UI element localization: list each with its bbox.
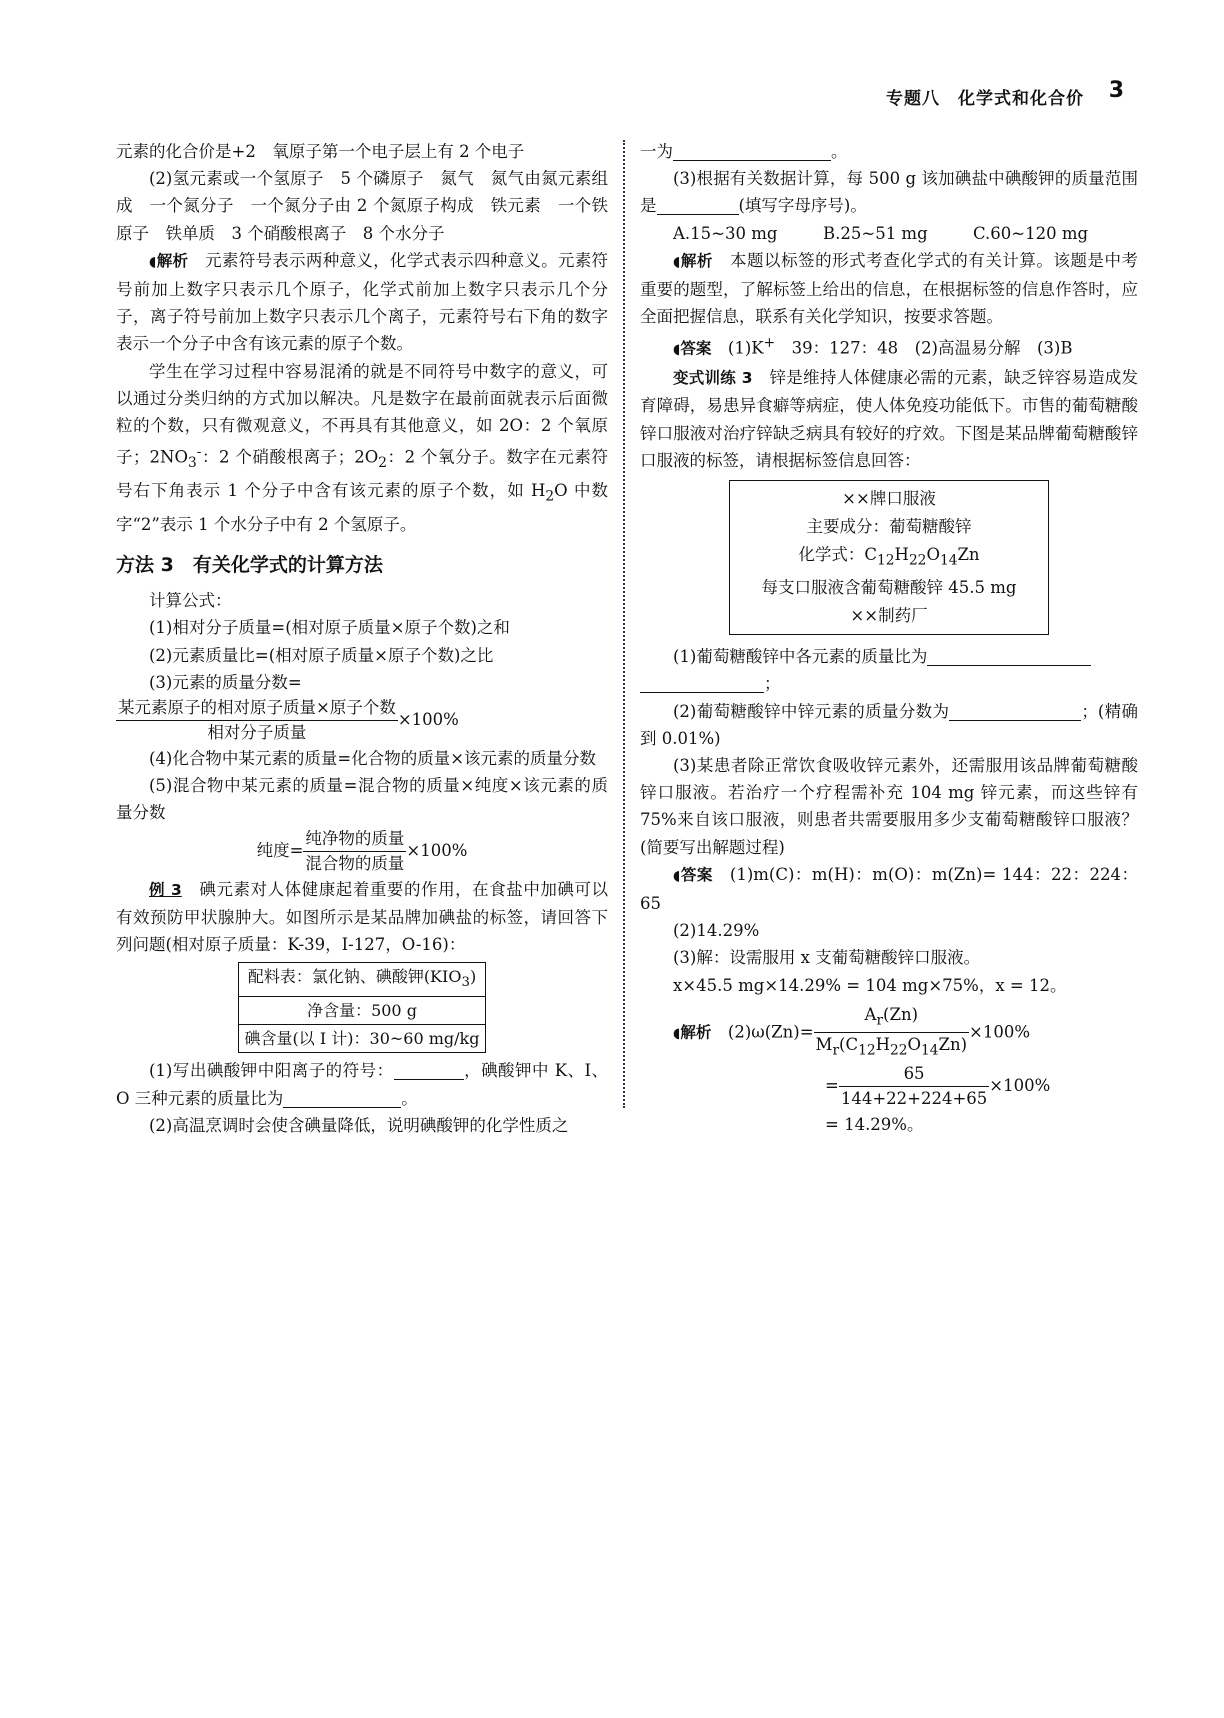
answer-blank[interactable] bbox=[657, 196, 739, 215]
page-header bbox=[0, 80, 1224, 114]
option-b: B.25~51 mg bbox=[823, 223, 928, 243]
answer-icon: ◖ bbox=[673, 341, 681, 358]
analysis-icon: ◖ bbox=[149, 253, 157, 270]
method-3-heading: 方法 3 有关化学式的计算方法 bbox=[116, 553, 383, 576]
example-3: 例 3 碘元素对人体健康起着重要的作用，在食盐中加碘可以有效预防甲状腺肿大。如图所示是某品牌加碘盐的标签，请回答下列问题(相对原子质量：K-39，I-127，O-16)： bbox=[116, 879, 609, 954]
salt-label-table bbox=[116, 962, 608, 1053]
chapter-title: 专题八 化学式和化合价 bbox=[886, 89, 1084, 109]
answer-blank[interactable] bbox=[394, 1061, 464, 1080]
label-row-iodine: 碘含量(以 I 计)：30~60 mg/kg bbox=[238, 1025, 486, 1053]
formula-2: (2)元素质量比=(相对原子质量×原子个数)之比 bbox=[149, 645, 494, 665]
answer-continuation: 元素的化合价是+2 氧原子第一个电子层上有 2 个电子 bbox=[116, 142, 525, 161]
training-question-1-cont: ； bbox=[640, 670, 1138, 697]
training-answer-3: (3)解：设需服用 x 支葡萄糖酸锌口服液。 bbox=[673, 948, 981, 968]
formula-3: (3)元素的质量分数= bbox=[149, 672, 302, 692]
zinc-fraction-calc: ◖解析 (2)ω(Zn)= $\frac{A_r(Zn)}{M_r(C_{12}H_{22}O_{14}Zn)}$ ×100% = $\frac{65}{144+22+224+65}$ ×100% = 14.29%。 bbox=[673, 1004, 1051, 1135]
variant-label: 变式训练 3 bbox=[673, 369, 753, 388]
formula-3-fraction: $\frac{\text{某元素原子的相对原子质量×原子个数}}{\text{相对分子质量}}$ ×100% bbox=[118, 697, 459, 742]
answer-icon: ◖ bbox=[673, 867, 681, 884]
training-question-1: (1)葡萄糖酸锌中各元素的质量比为 bbox=[640, 643, 1138, 670]
label-row-net: 净含量：500 g bbox=[238, 997, 486, 1025]
variant-training-3: 变式训练 3 锌是维持人体健康必需的元素，缺乏锌容易造成发育障碍，易患异食癖等病症，使人体免疫功能低下。市售的葡萄糖酸锌口服液对治疗锌缺乏病具有较好的疗效。下图是某品牌葡萄糖酸锌口服液的标签，请根据标签信息回答： bbox=[640, 368, 1139, 470]
formula-intro: 计算公式： bbox=[149, 591, 232, 611]
training-answer-2: (2)14.29% bbox=[673, 921, 760, 941]
analysis-icon: ◖ bbox=[673, 253, 681, 270]
answer-blank[interactable] bbox=[283, 1089, 401, 1108]
answer-blank[interactable] bbox=[927, 647, 1091, 666]
option-a: A.15~30 mg bbox=[673, 223, 778, 243]
analysis-icon: ◖ bbox=[673, 1025, 681, 1042]
answer-paragraph: ◖答案 (1)K+ 39：127：48 (2)高温易分解 (3)B bbox=[673, 335, 1073, 358]
answer-blank[interactable] bbox=[673, 142, 831, 161]
column-divider bbox=[623, 140, 625, 1108]
formula-1: (1)相对分子质量=(相对原子质量×原子个数)之和 bbox=[149, 618, 510, 638]
question-2: (2)高温烹调时会使含碘量降低，说明碘酸钾的化学性质之 bbox=[149, 1115, 569, 1135]
oral-liquid-label: ××牌口服液 主要成分：葡萄糖酸锌 化学式：$C_{12}H_{22}O_{14}Zn$ 每支口服液含葡萄糖酸锌 45.5 mg ××制药厂 bbox=[729, 480, 1049, 635]
training-question-2: (2)葡萄糖酸锌中锌元素的质量分数为 ；(精确到 0.01%) bbox=[640, 701, 1138, 748]
formula-5: (5)混合物中某元素的质量=混合物的质量×纯度×该元素的质量分数 bbox=[116, 776, 608, 823]
left-column bbox=[116, 138, 608, 1139]
purity-formula: 纯度= $\frac{\text{纯净物的质量}}{\text{混合物的质量}}$ ×100% bbox=[256, 828, 468, 873]
training-question-3: (3)某患者除正常饮食吸收锌元素外，还需服用该品牌葡萄糖酸锌口服液。若治疗一个疗程需补充 104 mg 锌元素，而这些锌有 75%来自该口服液，则患者共需要服用多少支葡萄糖酸锌口服液？(简要写出解题过程) bbox=[640, 756, 1138, 857]
example-label: 例 3 bbox=[149, 880, 182, 899]
right-column bbox=[640, 138, 1138, 1139]
analysis-paragraph-2: 学生在学习过程中容易混淆的就是不同符号中数字的意义，可以通过分类归纳的方式加以解决。凡是数字在最前面就表示后面微粒的个数，只有微观意义，不再具有其他意义，如 2O：2 个氧原子；$2NO_3^-$：2 个硝酸根离子；$2O_2$：2 个氧分子。数字在元素符号右下角表示 1 个分子中含有该元素的原子个数，如 $H_2O$ 中数字“2”表示 1 个水分子中有 2 个氢原子。 bbox=[116, 361, 608, 534]
formula-4: (4)化合物中某元素的质量=化合物的质量×该元素的质量分数 bbox=[149, 748, 597, 768]
training-answer-1: ◖答案 (1)m(C)：m(H)：m(O)：m(Zn)= 144：22：224：65 bbox=[640, 864, 1138, 914]
question-1: (1)写出碘酸钾中阳离子的符号： ，碘酸钾中 K、I、O 三种元素的质量比为 。 bbox=[116, 1061, 609, 1108]
question-3-options bbox=[640, 220, 1138, 247]
answer-part-2: (2)氢元素或一个氢原子 5 个磷原子 氮气 氮气由氮元素组成 一个氮分子 一个氮分子由 2 个氮原子构成 铁元素 一个铁原子 铁单质 3 个硝酸根离子 8 个水分子 bbox=[116, 169, 608, 243]
label-row-ingredients: 配料表：氯化钠、碘酸钾$(KIO_3)$ bbox=[238, 963, 486, 997]
answer-blank[interactable] bbox=[640, 674, 764, 693]
analysis-label: 解析 bbox=[156, 251, 189, 270]
analysis-paragraph: ◖解析 本题以标签的形式考查化学式的有关计算。该题是中考重要的题型，了解标签上给出的信息，在根据标签的信息作答时，应全面把握信息，联系有关化学知识，按要求答题。 bbox=[640, 250, 1139, 327]
question-3: (3)根据有关数据计算，每 500 g 该加碘盐中碘酸钾的质量范围是 (填写字母序号)。 bbox=[640, 169, 1138, 216]
page-number: 3 bbox=[1108, 78, 1124, 103]
training-answer-4: x×45.5 mg×14.29% = 104 mg×75%，x = 12。 bbox=[673, 975, 1067, 995]
option-c: C.60~120 mg bbox=[973, 223, 1089, 243]
analysis-paragraph-1: ◖解析 元素符号表示两种意义，化学式表示四种意义。元素符号前加上数字只表示几个原子，化学式前加上数字只表示几个分子，离子符号前加上数字只表示几个离子，元素符号右下角的数字表示一个分子中含有该元素的原子个数。 bbox=[116, 250, 609, 354]
answer-blank[interactable] bbox=[949, 702, 1081, 721]
question-2-continued: 一为 。 bbox=[640, 142, 848, 161]
